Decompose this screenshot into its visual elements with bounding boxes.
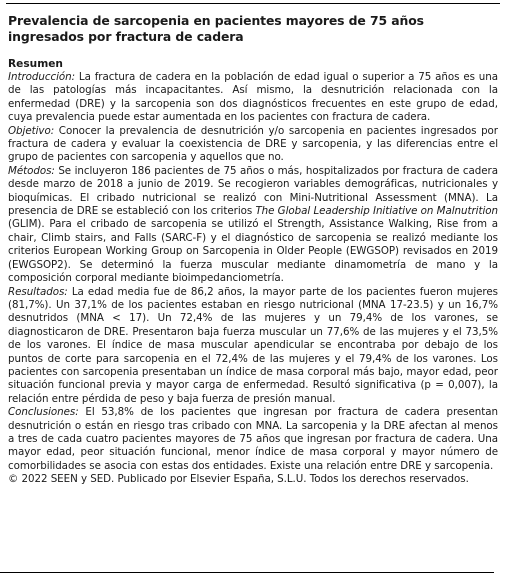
label-metodos: Métodos: <box>8 164 55 177</box>
top-rule <box>6 3 500 4</box>
section-heading-resumen: Resumen <box>8 58 63 70</box>
paragraph-introduccion <box>8 71 498 125</box>
label-objetivo: Objetivo: <box>8 124 55 137</box>
label-introduccion: Introducción: <box>8 71 76 83</box>
abstract-page <box>6 0 500 487</box>
label-resultados: Resultados: <box>8 285 68 298</box>
text-conclusiones: El 53,8% de los pacientes que ingresan por fractura de cadera presentan desnutrición o están en riesgo tras cribado con MNA. La sarcopenia y la DRE afectan al menos a tres de cada cuatro pacientes mayores de 75 años que ingresan por fractura de cadera. Una mayor edad, peor situación funcional, menor índice de masa corporal y mayor número de comorbilidades se asocia con estas dos entidades. Existe una relación entre DRE y sarcopenia. <box>8 406 498 472</box>
label-conclusiones: Conclusiones: <box>8 406 79 419</box>
copyright-notice: © 2022 SEEN y SED. Publicado por Elsevier España, S.L.U. Todos los derechos reservados. <box>8 473 469 486</box>
bottom-rule <box>0 572 494 573</box>
text-objetivo: Conocer la prevalencia de desnutrición y/o sarcopenia en pacientes ingresados por fractura de cadera y evaluar la coexistencia de DRE y sarcopenia, y las diferencias entre el grupo de pacientes con sarcopenia y aquellos que no. <box>8 124 498 164</box>
paragraph-metodos <box>8 165 498 286</box>
paragraph-objetivo <box>8 125 498 165</box>
text-metodos-italic: The Global Leadership Initiative on Malnutrition <box>255 205 498 218</box>
paragraph-conclusiones <box>8 406 498 473</box>
text-resultados: La edad media fue de 86,2 años, la mayor parte de los pacientes fueron mujeres (81,7%). Un 37,1% de los pacientes estaban en riesgo nutricional (MNA 17-23.5) y un 16,7% desnutridos (MNA < 17). Un 72,4% de las mujeres y un 79,4% de los varones, se diagnosticaron de DRE. Presentaron baja fuerza muscular un 77,6% de las mujeres y el 73,5% de los varones. El índice de masa muscular apendicular se encontraba por debajo de los puntos de corte para sarcopenia en el 72,4% de las mujeres y el 79,4% de los varones. Los pacientes con sarcopenia presentaban un índice de masa corporal más bajo, mayor edad, peor situación funcional previa y mayor carga de enfermedad. Resultó significativa (p = 0,007), la relación entre pérdida de peso y baja fuerza de presión manual. <box>8 285 498 405</box>
text-metodos-part2: (GLIM). Para el cribado de sarcopenia se utilizó el Strength, Assistance Walking, Rise from a chair, Climb stairs, and Falls (SARC-F) y el diagnóstico de sarcopenia se realizó mediante los criterios European Working Group on Sarcopenia in Older People (EWGSOP) revisados en 2019 (EWGSOP2). Se determinó la fuerza muscular mediante dinamometría de mano y la composición corporal mediante bioimpedanciometría. <box>8 218 498 285</box>
abstract-body <box>8 71 498 487</box>
paragraph-resultados <box>8 286 498 407</box>
text-metodos-part1: Se incluyeron 186 pacientes de 75 años o más, hospitalizados por fractura de cadera desde marzo de 2018 a junio de 2019. Se recogieron variables demográficas, nutricionales y bioquímicas. El cribado nutricional se realizó con Mini-Nutritional Assessment (MNA). La presencia de DRE se estableció con los criterios <box>8 164 498 218</box>
article-title: Prevalencia de sarcopenia en pacientes mayores de 75 años ingresados por fractura de cadera <box>8 13 424 44</box>
text-introduccion: La fractura de cadera en la población de edad igual o superior a 75 años es una de las patologías más incapacitantes. Así mismo, la desnutrición relacionada con la enfermedad (DRE) y la sarcopenia son dos diagnósticos frecuentes en este grupo de edad, cuya prevalencia puede estar aumentada en los pacientes con fractura de cadera. <box>8 71 498 124</box>
